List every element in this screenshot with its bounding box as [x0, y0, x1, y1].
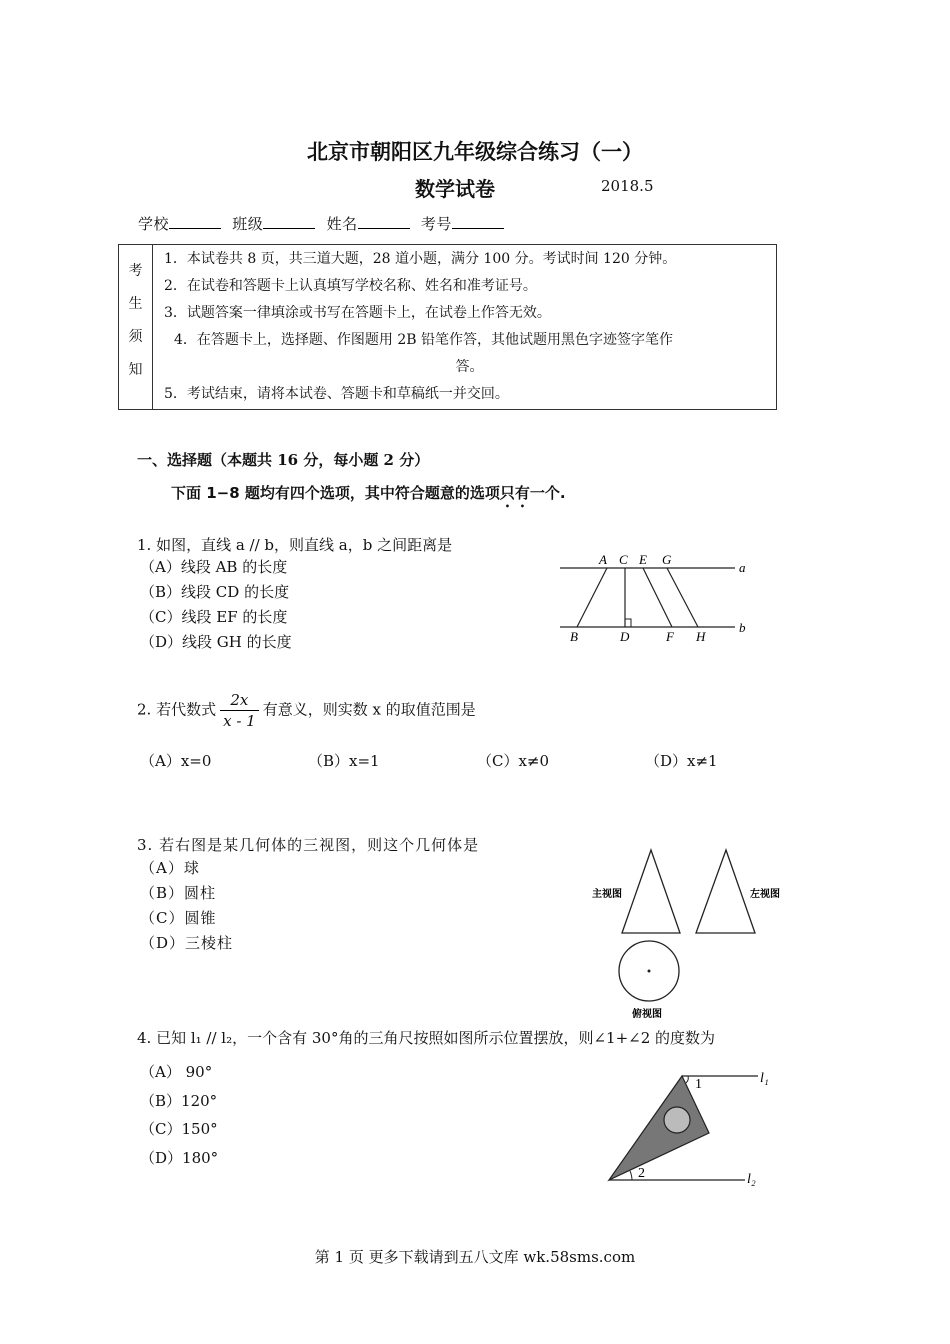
l1-label: l₁ [760, 1071, 769, 1086]
instruction-pre: 下面 1−8 题均有四个选项，其中符合题意的选项 [171, 484, 500, 502]
top-view-center-dot [648, 970, 651, 973]
q4-option-c[interactable]: （C）150° [140, 1120, 218, 1139]
field-class-blank[interactable] [263, 214, 315, 229]
label-line-a: a [739, 560, 746, 575]
q3-option-d[interactable]: （D）三棱柱 [140, 934, 234, 952]
q1-stem: 1. 如图，直线 a // b，则直线 a，b 之间距离是 [137, 536, 453, 554]
front-view-triangle [622, 850, 680, 933]
angle2-arc [630, 1171, 632, 1180]
notice-rule: 4．在答题卡上，选择题、作图题用 2B 铅笔作答，其他试题用黑色字迹签字笔作 [174, 332, 674, 348]
label-h-point: H [696, 629, 706, 644]
section-title: 一、选择题（本题共 16 分，每小题 2 分） [137, 451, 430, 469]
exam-date: 2018.5 [601, 177, 654, 195]
angle1-arc [686, 1076, 688, 1083]
right-angle-mark [625, 619, 631, 627]
left-view-label: 左视图 [750, 889, 780, 900]
field-class-label: 班级 [232, 215, 264, 233]
q2-numerator: 2x [220, 690, 259, 711]
q3-option-b[interactable]: （B）圆柱 [140, 884, 217, 902]
notice-rule: 3．试题答案一律填涂或书写在答题卡上，在试卷上作答无效。 [164, 305, 551, 321]
field-school-blank[interactable] [169, 214, 221, 229]
q3-option-c[interactable]: （C）圆锥 [140, 909, 217, 927]
label-f-point: F [666, 629, 674, 644]
q2-denominator: x - 1 [223, 712, 256, 730]
field-id-label: 考号 [420, 215, 452, 233]
q2-prefix: 2. 若代数式 [137, 700, 217, 719]
left-view-triangle [696, 850, 755, 933]
instruction-emphasis: 只有 [499, 484, 530, 502]
notice-side-char: 生 [128, 296, 143, 312]
q2-option-c[interactable]: （C）x≠0 [477, 752, 550, 770]
segment-ef [643, 568, 672, 627]
label-c-point: C [619, 552, 628, 567]
set-square-triangle [609, 1076, 709, 1180]
set-square-hole [664, 1107, 690, 1133]
q2-suffix: 有意义，则实数 x 的取值范围是 [262, 700, 476, 719]
notice-rule: 1．本试卷共 8 页，共三道大题，28 道小题，满分 100 分。考试时间 120 分钟。 [164, 251, 677, 267]
notice-rules [153, 245, 777, 410]
notice-rule: 5．考试结束，请将本试卷、答题卡和草稿纸一并交回。 [164, 386, 509, 402]
student-info-fields [138, 213, 510, 234]
field-school-label: 学校 [138, 215, 170, 233]
q4-option-a[interactable]: （A） 90° [140, 1063, 213, 1081]
page-footer: 第 1 页 更多下载请到五八文库 wk.58sms.com [314, 1248, 636, 1266]
instruction-post: 一个. [529, 484, 566, 502]
section-instruction [171, 482, 566, 511]
q1-option-d[interactable]: （D）线段 GH 的长度 [140, 633, 292, 651]
exam-notice-table [118, 244, 777, 410]
q1-parallel-lines-figure [555, 550, 755, 650]
q1-option-b[interactable]: （B）线段 CD 的长度 [140, 583, 290, 601]
angle2-label: 2 [638, 1166, 645, 1181]
field-name-label: 姓名 [326, 215, 358, 233]
l2-label: l₂ [747, 1172, 756, 1187]
q2-option-a[interactable]: （A）x=0 [140, 752, 212, 770]
q2-option-d[interactable]: （D）x≠1 [645, 752, 718, 770]
q4-option-b[interactable]: （B）120° [140, 1091, 218, 1110]
notice-side-char: 考 [128, 263, 143, 279]
q2-option-b[interactable]: （B）x=1 [308, 752, 380, 770]
label-e-point: E [639, 552, 647, 567]
label-g-point: G [662, 552, 672, 567]
top-view-label: 俯视图 [632, 1009, 662, 1020]
segment-ab [577, 568, 607, 627]
q4-set-square-figure [600, 1065, 780, 1190]
page-subtitle: 数学试卷 [415, 177, 495, 201]
q4-stem: 4. 已知 l₁ // l₂，一个含有 30°角的三角尺按照如图所示位置摆放，则∠1+∠2 的度数为 [137, 1029, 716, 1047]
q2-fraction [220, 690, 259, 731]
notice-rule: 2．在试卷和答题卡上认真填写学校名称、姓名和准考证号。 [164, 278, 537, 294]
label-b-point: B [570, 629, 578, 644]
q3-three-view-figure [590, 845, 790, 1023]
front-view-label: 主视图 [592, 889, 622, 900]
label-a-point: A [599, 552, 607, 567]
q1-option-a[interactable]: （A）线段 AB 的长度 [140, 558, 288, 576]
field-name-blank[interactable] [358, 214, 410, 229]
notice-rule: 答。 [455, 359, 484, 375]
field-id-blank[interactable] [452, 214, 504, 229]
q3-option-a[interactable]: （A）球 [140, 859, 200, 877]
label-d-point: D [620, 629, 630, 644]
q4-options [140, 1058, 218, 1173]
q4-option-d[interactable]: （D）180° [140, 1149, 219, 1168]
label-line-b: b [739, 620, 746, 635]
q1-options [140, 555, 292, 655]
notice-side-label [119, 245, 153, 410]
q1-option-c[interactable]: （C）线段 EF 的长度 [140, 608, 288, 626]
q3-options [140, 856, 233, 956]
q3-stem: 3. 若右图是某几何体的三视图，则这个几何体是 [137, 836, 480, 854]
q2-stem [137, 690, 476, 731]
page-title: 北京市朝阳区九年级综合练习（一） [307, 139, 643, 164]
notice-side-char: 须 [128, 329, 143, 345]
notice-side-char: 知 [128, 362, 143, 378]
segment-gh [667, 568, 698, 627]
angle1-label: 1 [695, 1077, 702, 1092]
